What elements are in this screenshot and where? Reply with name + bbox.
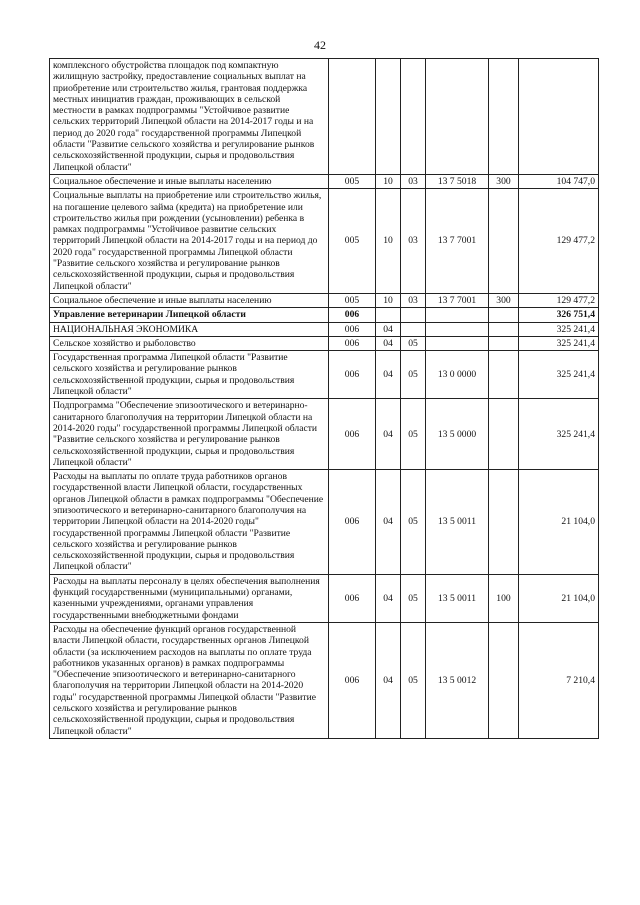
cell-target-article: 13 0 0000 bbox=[426, 351, 489, 399]
cell-amount: 325 241,4 bbox=[519, 336, 599, 350]
cell-amount: 326 751,4 bbox=[519, 308, 599, 322]
cell-department-code: 006 bbox=[329, 399, 376, 470]
cell-department-code bbox=[329, 59, 376, 175]
cell-target-article bbox=[426, 322, 489, 336]
cell-amount: 325 241,4 bbox=[519, 351, 599, 399]
cell-name: Управление ветеринарии Липецкой области bbox=[50, 308, 329, 322]
cell-amount: 104 747,0 bbox=[519, 174, 599, 188]
cell-subsection-code: 05 bbox=[401, 336, 426, 350]
cell-section-code: 04 bbox=[376, 399, 401, 470]
cell-amount: 325 241,4 bbox=[519, 322, 599, 336]
cell-section-code: 10 bbox=[376, 189, 401, 294]
cell-target-article: 13 7 5018 bbox=[426, 174, 489, 188]
cell-department-code: 006 bbox=[329, 322, 376, 336]
cell-amount: 129 477,2 bbox=[519, 189, 599, 294]
table-row bbox=[50, 574, 599, 622]
cell-expense-type bbox=[489, 322, 519, 336]
cell-department-code: 006 bbox=[329, 622, 376, 738]
page-number: 42 bbox=[314, 38, 326, 52]
cell-amount: 325 241,4 bbox=[519, 399, 599, 470]
cell-expense-type bbox=[489, 351, 519, 399]
cell-name: Социальные выплаты на приобретение или строительство жилья, на погашение целевого займа (кредита) на приобретение или строительство жилья при рождении (усыновлении) ребенка в рамках подпрограммы "Устойчивое развитие сельских территорий Липецкой области на 2014-2017 годы и на период до 2020 года" государственной программы Липецкой области "Развитие сельского хозяйства и регулирование рынков сельскохозяйственной продукции, сырья и продовольствия Липецкой области" bbox=[50, 189, 329, 294]
cell-department-code: 006 bbox=[329, 308, 376, 322]
cell-target-article: 13 5 0011 bbox=[426, 470, 489, 575]
cell-amount: 21 104,0 bbox=[519, 574, 599, 622]
table-row bbox=[50, 470, 599, 575]
table-row bbox=[50, 322, 599, 336]
table-row bbox=[50, 622, 599, 738]
cell-name: Социальное обеспечение и иные выплаты населению bbox=[50, 174, 329, 188]
cell-section-code bbox=[376, 308, 401, 322]
cell-subsection-code bbox=[401, 59, 426, 175]
cell-subsection-code: 03 bbox=[401, 293, 426, 307]
budget-table bbox=[49, 58, 599, 739]
table-row bbox=[50, 174, 599, 188]
cell-department-code: 005 bbox=[329, 174, 376, 188]
cell-expense-type bbox=[489, 622, 519, 738]
cell-expense-type: 100 bbox=[489, 574, 519, 622]
cell-target-article: 13 7 7001 bbox=[426, 293, 489, 307]
cell-department-code: 005 bbox=[329, 293, 376, 307]
cell-name: Расходы на выплаты по оплате труда работников органов государственной власти Липецкой области, государственных органов Липецкой области в рамках подпрограммы "Обеспечение эпизоотического и ветеринарно-санитарного благополучия на территории Липецкой области на 2014-2020 годы" государственной программы Липецкой области "Развитие сельского хозяйства и регулирование рынков сельскохозяйственной продукции, сырья и продовольствия Липецкой области" bbox=[50, 470, 329, 575]
cell-expense-type: 300 bbox=[489, 293, 519, 307]
cell-subsection-code: 03 bbox=[401, 189, 426, 294]
cell-target-article bbox=[426, 336, 489, 350]
cell-department-code: 006 bbox=[329, 574, 376, 622]
cell-target-article bbox=[426, 308, 489, 322]
cell-section-code: 10 bbox=[376, 293, 401, 307]
cell-department-code: 006 bbox=[329, 351, 376, 399]
cell-name: Социальное обеспечение и иные выплаты населению bbox=[50, 293, 329, 307]
cell-section-code: 04 bbox=[376, 351, 401, 399]
cell-target-article bbox=[426, 59, 489, 175]
cell-name: Расходы на обеспечение функций органов государственной власти Липецкой области, государственных органов Липецкой области (за исключением расходов на выплаты по оплате труда работников указанных органов) в рамках подпрограммы "Обеспечение эпизоотического и ветеринарно-санитарного благополучия на территории Липецкой области на 2014-2020 годы" государственной программы Липецкой области "Развитие сельского хозяйства и регулирование рынков сельскохозяйственной продукции, сырья и продовольствия Липецкой области" bbox=[50, 622, 329, 738]
cell-section-code bbox=[376, 59, 401, 175]
cell-name: Сельское хозяйство и рыболовство bbox=[50, 336, 329, 350]
cell-subsection-code bbox=[401, 308, 426, 322]
cell-target-article: 13 5 0012 bbox=[426, 622, 489, 738]
table-row bbox=[50, 189, 599, 294]
cell-name: комплексного обустройства площадок под компактную жилищную застройку, предоставление социальных выплат на приобретение или строительство жилья, грантовая поддержка местных инициатив граждан, проживающих в сельской местности в рамках подпрограммы "Устойчивое развитие сельских территорий Липецкой области на 2014-2017 годы и на период до 2020 года" государственной программы Липецкой области "Развитие сельского хозяйства и регулирование рынков сельскохозяйственной продукции, сырья и продовольствия Липецкой области" bbox=[50, 59, 329, 175]
cell-name: НАЦИОНАЛЬНАЯ ЭКОНОМИКА bbox=[50, 322, 329, 336]
cell-name: Расходы на выплаты персоналу в целях обеспечения выполнения функций государственными (муниципальными) органами, казенными учреждениями, органами управления государственными внебюджетными фондами bbox=[50, 574, 329, 622]
table-row bbox=[50, 336, 599, 350]
cell-target-article: 13 5 0000 bbox=[426, 399, 489, 470]
cell-expense-type bbox=[489, 470, 519, 575]
cell-department-code: 005 bbox=[329, 189, 376, 294]
cell-amount: 129 477,2 bbox=[519, 293, 599, 307]
cell-section-code: 10 bbox=[376, 174, 401, 188]
cell-name: Подпрограмма "Обеспечение эпизоотического и ветеринарно-санитарного благополучия на территории Липецкой области на 2014-2020 годы" государственной программы Липецкой области "Развитие сельского хозяйства и регулирование рынков сельскохозяйственной продукции, сырья и продовольствия Липецкой области" bbox=[50, 399, 329, 470]
table-row bbox=[50, 351, 599, 399]
cell-section-code: 04 bbox=[376, 322, 401, 336]
cell-amount: 7 210,4 bbox=[519, 622, 599, 738]
cell-department-code: 006 bbox=[329, 470, 376, 575]
cell-expense-type bbox=[489, 59, 519, 175]
cell-subsection-code: 05 bbox=[401, 351, 426, 399]
cell-section-code: 04 bbox=[376, 470, 401, 575]
cell-expense-type bbox=[489, 189, 519, 294]
cell-expense-type bbox=[489, 399, 519, 470]
cell-amount bbox=[519, 59, 599, 175]
table-row bbox=[50, 308, 599, 322]
cell-subsection-code bbox=[401, 322, 426, 336]
cell-subsection-code: 05 bbox=[401, 622, 426, 738]
cell-department-code: 006 bbox=[329, 336, 376, 350]
table-row bbox=[50, 59, 599, 175]
cell-subsection-code: 05 bbox=[401, 399, 426, 470]
cell-expense-type bbox=[489, 336, 519, 350]
table-row bbox=[50, 293, 599, 307]
cell-section-code: 04 bbox=[376, 622, 401, 738]
cell-subsection-code: 05 bbox=[401, 574, 426, 622]
cell-amount: 21 104,0 bbox=[519, 470, 599, 575]
cell-expense-type: 300 bbox=[489, 174, 519, 188]
cell-expense-type bbox=[489, 308, 519, 322]
table-row bbox=[50, 399, 599, 470]
cell-subsection-code: 03 bbox=[401, 174, 426, 188]
cell-section-code: 04 bbox=[376, 574, 401, 622]
cell-name: Государственная программа Липецкой области "Развитие сельского хозяйства и регулирование рынков сельскохозяйственной продукции, сырья и продовольствия Липецкой области" bbox=[50, 351, 329, 399]
cell-target-article: 13 5 0011 bbox=[426, 574, 489, 622]
cell-section-code: 04 bbox=[376, 336, 401, 350]
table-body bbox=[50, 59, 599, 739]
cell-subsection-code: 05 bbox=[401, 470, 426, 575]
cell-target-article: 13 7 7001 bbox=[426, 189, 489, 294]
